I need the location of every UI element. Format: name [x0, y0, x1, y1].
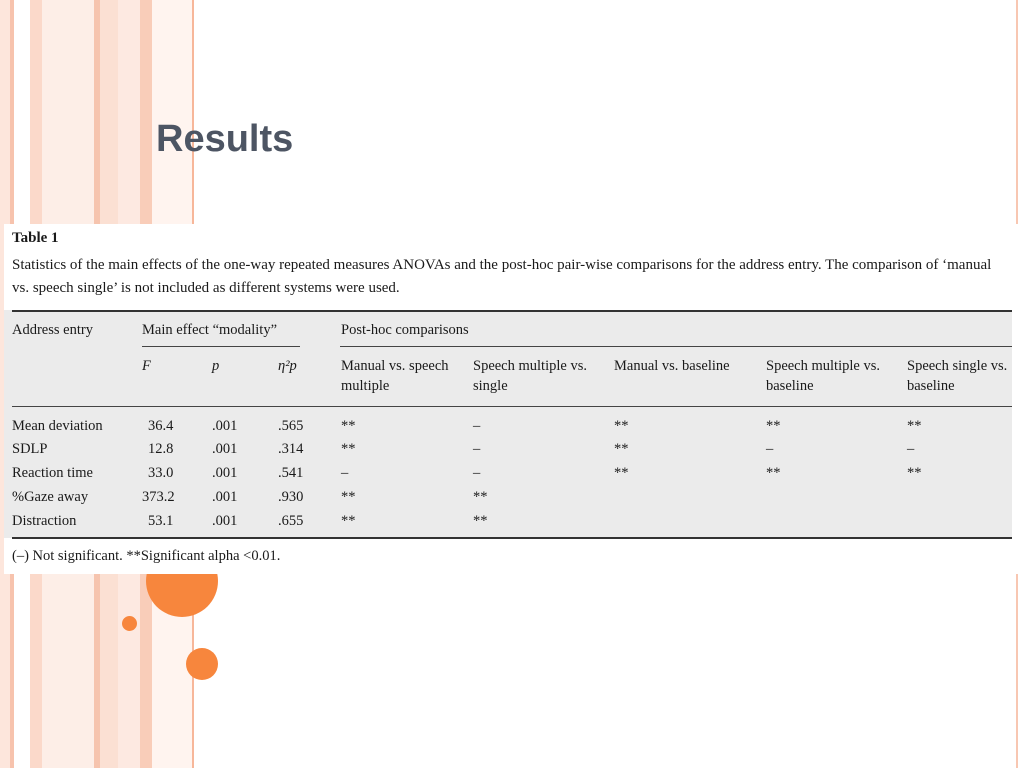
cell-c2: ** — [473, 513, 488, 529]
cell-p: .001 — [212, 465, 238, 481]
header-f: F — [142, 358, 151, 374]
cell-c5: ** — [907, 418, 922, 434]
header-address-entry: Address entry — [12, 322, 93, 338]
table-caption: Statistics of the main effects of the one-way repeated measures ANOVAs and the post-hoc pair-wise comparisons for the address entry. The comparison of ‘manual vs. speech single’ is not included as different systems were used. — [12, 257, 992, 296]
cell-f: 33.0 — [148, 465, 174, 481]
row-label: %Gaze away — [12, 489, 89, 505]
table-top-rule — [12, 310, 1012, 312]
cell-c4: ** — [766, 418, 781, 434]
slide-title: Results — [156, 118, 294, 160]
cell-c5: – — [907, 441, 915, 457]
cell-c2: ** — [473, 489, 488, 505]
row-label: Reaction time — [12, 465, 93, 481]
cell-p: .001 — [212, 489, 238, 505]
header-speech-single-vs-baseline: Speech single vs. baseline — [907, 358, 1008, 394]
header-eta: η²p — [278, 358, 297, 374]
cell-f: 36.4 — [148, 418, 174, 434]
posthoc-rule — [340, 346, 1012, 347]
header-bottom-rule — [12, 406, 1012, 407]
main-effect-rule — [142, 346, 300, 347]
cell-eta: .541 — [278, 465, 304, 481]
cell-p: .001 — [212, 418, 238, 434]
row-label: SDLP — [12, 441, 48, 457]
cell-c3: ** — [614, 418, 629, 434]
cell-p: .001 — [212, 441, 238, 457]
cell-c1: ** — [341, 489, 356, 505]
table-bottom-rule — [12, 537, 1012, 539]
header-p: p — [212, 358, 220, 374]
row-label: Mean deviation — [12, 418, 103, 434]
cell-c1: – — [341, 465, 349, 481]
cell-c1: ** — [341, 513, 356, 529]
cell-p: .001 — [212, 513, 238, 529]
table-footnote: (–) Not significant. **Significant alpha <0.01. — [12, 548, 281, 564]
results-table-image — [4, 224, 1020, 574]
cell-c2: – — [473, 465, 481, 481]
cell-c3: ** — [614, 441, 629, 457]
cell-f: 373.2 — [142, 489, 175, 505]
header-main-effect: Main effect “modality” — [142, 322, 278, 338]
header-manual-vs-speech-multiple: Manual vs. speech multiple — [341, 358, 449, 394]
decor-circle-small — [122, 616, 137, 631]
header-posthoc: Post-hoc comparisons — [341, 322, 469, 338]
cell-c2: – — [473, 441, 481, 457]
cell-f: 53.1 — [148, 513, 174, 529]
cell-eta: .930 — [278, 489, 304, 505]
decor-circle-medium — [186, 648, 218, 680]
cell-f: 12.8 — [148, 441, 174, 457]
header-speech-multiple-vs-baseline: Speech multiple vs. baseline — [766, 358, 880, 394]
header-speech-multiple-vs-single: Speech multiple vs. single — [473, 358, 587, 394]
header-manual-vs-baseline: Manual vs. baseline — [614, 358, 730, 374]
table-label: Table 1 — [12, 230, 59, 246]
cell-c3: ** — [614, 465, 629, 481]
cell-c1: ** — [341, 418, 356, 434]
cell-eta: .565 — [278, 418, 304, 434]
cell-c4: – — [766, 441, 774, 457]
cell-eta: .314 — [278, 441, 304, 457]
cell-eta: .655 — [278, 513, 304, 529]
cell-c2: – — [473, 418, 481, 434]
cell-c1: ** — [341, 441, 356, 457]
cell-c5: ** — [907, 465, 922, 481]
row-label: Distraction — [12, 513, 77, 529]
cell-c4: ** — [766, 465, 781, 481]
